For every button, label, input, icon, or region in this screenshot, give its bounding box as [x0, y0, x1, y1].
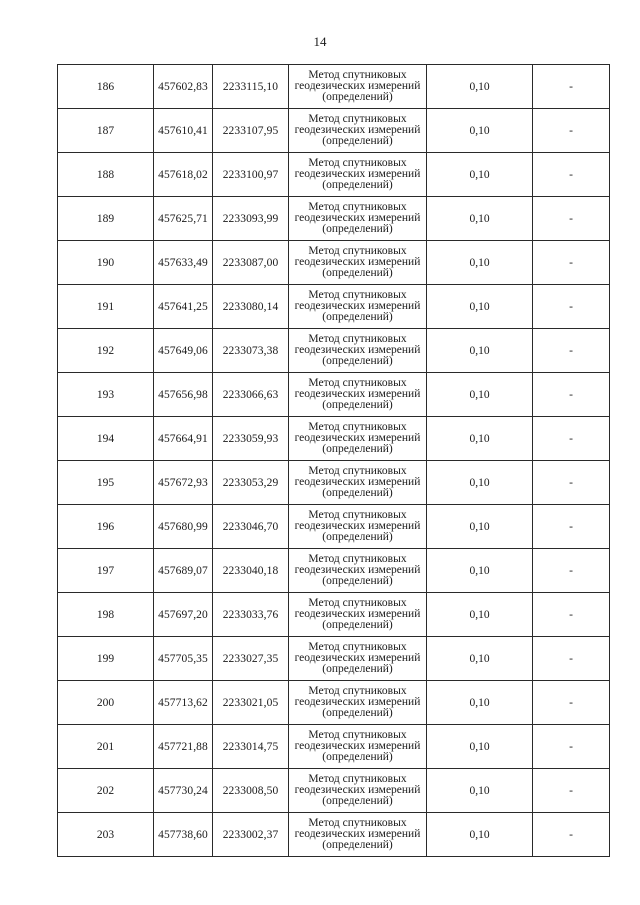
x-coordinate-cell: 457641,25	[154, 285, 213, 329]
y-coordinate-cell: 2233021,05	[213, 681, 289, 725]
note-cell: -	[533, 549, 610, 593]
point-number-cell: 198	[58, 593, 154, 637]
accuracy-cell: 0,10	[427, 725, 533, 769]
y-coordinate-cell: 2233002,37	[213, 813, 289, 857]
table-row	[58, 637, 610, 681]
coordinates-table	[57, 64, 610, 857]
x-coordinate-cell: 457721,88	[154, 725, 213, 769]
method-cell: Метод спутниковых геодезических измерений (определений)	[289, 329, 427, 373]
y-coordinate-cell: 2233087,00	[213, 241, 289, 285]
y-coordinate-cell: 2233115,10	[213, 65, 289, 109]
table-row	[58, 813, 610, 857]
table-row	[58, 65, 610, 109]
point-number-cell: 203	[58, 813, 154, 857]
method-cell: Метод спутниковых геодезических измерений (определений)	[289, 549, 427, 593]
page-number: 14	[313, 34, 327, 49]
note-cell: -	[533, 373, 610, 417]
table-row	[58, 241, 610, 285]
y-coordinate-cell: 2233107,95	[213, 109, 289, 153]
table-row	[58, 109, 610, 153]
x-coordinate-cell: 457633,49	[154, 241, 213, 285]
point-number-cell: 192	[58, 329, 154, 373]
y-coordinate-cell: 2233080,14	[213, 285, 289, 329]
x-coordinate-cell: 457618,02	[154, 153, 213, 197]
table-row	[58, 153, 610, 197]
y-coordinate-cell: 2233033,76	[213, 593, 289, 637]
point-number-cell: 200	[58, 681, 154, 725]
x-coordinate-cell: 457672,93	[154, 461, 213, 505]
y-coordinate-cell: 2233014,75	[213, 725, 289, 769]
x-coordinate-cell: 457738,60	[154, 813, 213, 857]
note-cell: -	[533, 153, 610, 197]
point-number-cell: 202	[58, 769, 154, 813]
method-cell: Метод спутниковых геодезических измерений (определений)	[289, 241, 427, 285]
point-number-cell: 186	[58, 65, 154, 109]
accuracy-cell: 0,10	[427, 769, 533, 813]
x-coordinate-cell: 457713,62	[154, 681, 213, 725]
accuracy-cell: 0,10	[427, 461, 533, 505]
table-row	[58, 593, 610, 637]
table-row	[58, 725, 610, 769]
point-number-cell: 190	[58, 241, 154, 285]
method-cell: Метод спутниковых геодезических измерений (определений)	[289, 373, 427, 417]
table-row	[58, 373, 610, 417]
note-cell: -	[533, 109, 610, 153]
x-coordinate-cell: 457649,06	[154, 329, 213, 373]
method-cell: Метод спутниковых геодезических измерений (определений)	[289, 65, 427, 109]
note-cell: -	[533, 681, 610, 725]
x-coordinate-cell: 457610,41	[154, 109, 213, 153]
point-number-cell: 194	[58, 417, 154, 461]
note-cell: -	[533, 725, 610, 769]
method-cell: Метод спутниковых геодезических измерений (определений)	[289, 725, 427, 769]
note-cell: -	[533, 813, 610, 857]
point-number-cell: 195	[58, 461, 154, 505]
x-coordinate-cell: 457730,24	[154, 769, 213, 813]
method-cell: Метод спутниковых геодезических измерений (определений)	[289, 681, 427, 725]
x-coordinate-cell: 457705,35	[154, 637, 213, 681]
point-number-cell: 188	[58, 153, 154, 197]
point-number-cell: 197	[58, 549, 154, 593]
accuracy-cell: 0,10	[427, 329, 533, 373]
x-coordinate-cell: 457664,91	[154, 417, 213, 461]
y-coordinate-cell: 2233093,99	[213, 197, 289, 241]
method-cell: Метод спутниковых геодезических измерений (определений)	[289, 285, 427, 329]
accuracy-cell: 0,10	[427, 65, 533, 109]
y-coordinate-cell: 2233053,29	[213, 461, 289, 505]
note-cell: -	[533, 417, 610, 461]
accuracy-cell: 0,10	[427, 593, 533, 637]
note-cell: -	[533, 505, 610, 549]
method-cell: Метод спутниковых геодезических измерений (определений)	[289, 461, 427, 505]
method-cell: Метод спутниковых геодезических измерений (определений)	[289, 593, 427, 637]
y-coordinate-cell: 2233008,50	[213, 769, 289, 813]
accuracy-cell: 0,10	[427, 197, 533, 241]
point-number-cell: 196	[58, 505, 154, 549]
table-row	[58, 329, 610, 373]
x-coordinate-cell: 457625,71	[154, 197, 213, 241]
x-coordinate-cell: 457697,20	[154, 593, 213, 637]
x-coordinate-cell: 457602,83	[154, 65, 213, 109]
note-cell: -	[533, 241, 610, 285]
note-cell: -	[533, 461, 610, 505]
accuracy-cell: 0,10	[427, 813, 533, 857]
y-coordinate-cell: 2233073,38	[213, 329, 289, 373]
accuracy-cell: 0,10	[427, 417, 533, 461]
y-coordinate-cell: 2233040,18	[213, 549, 289, 593]
method-cell: Метод спутниковых геодезических измерений (определений)	[289, 417, 427, 461]
note-cell: -	[533, 65, 610, 109]
accuracy-cell: 0,10	[427, 681, 533, 725]
y-coordinate-cell: 2233066,63	[213, 373, 289, 417]
accuracy-cell: 0,10	[427, 241, 533, 285]
accuracy-cell: 0,10	[427, 373, 533, 417]
point-number-cell: 189	[58, 197, 154, 241]
x-coordinate-cell: 457689,07	[154, 549, 213, 593]
table-row	[58, 197, 610, 241]
table-row	[58, 769, 610, 813]
y-coordinate-cell: 2233027,35	[213, 637, 289, 681]
table-row	[58, 549, 610, 593]
point-number-cell: 193	[58, 373, 154, 417]
method-cell: Метод спутниковых геодезических измерений (определений)	[289, 505, 427, 549]
point-number-cell: 187	[58, 109, 154, 153]
x-coordinate-cell: 457656,98	[154, 373, 213, 417]
accuracy-cell: 0,10	[427, 285, 533, 329]
table-row	[58, 681, 610, 725]
x-coordinate-cell: 457680,99	[154, 505, 213, 549]
note-cell: -	[533, 329, 610, 373]
table-row	[58, 505, 610, 549]
accuracy-cell: 0,10	[427, 109, 533, 153]
note-cell: -	[533, 593, 610, 637]
point-number-cell: 201	[58, 725, 154, 769]
y-coordinate-cell: 2233100,97	[213, 153, 289, 197]
y-coordinate-cell: 2233046,70	[213, 505, 289, 549]
accuracy-cell: 0,10	[427, 505, 533, 549]
coordinates-table-body	[58, 65, 610, 857]
table-row	[58, 461, 610, 505]
method-cell: Метод спутниковых геодезических измерений (определений)	[289, 637, 427, 681]
point-number-cell: 199	[58, 637, 154, 681]
note-cell: -	[533, 197, 610, 241]
y-coordinate-cell: 2233059,93	[213, 417, 289, 461]
table-row	[58, 285, 610, 329]
note-cell: -	[533, 637, 610, 681]
method-cell: Метод спутниковых геодезических измерений (определений)	[289, 197, 427, 241]
method-cell: Метод спутниковых геодезических измерений (определений)	[289, 153, 427, 197]
accuracy-cell: 0,10	[427, 549, 533, 593]
method-cell: Метод спутниковых геодезических измерений (определений)	[289, 769, 427, 813]
note-cell: -	[533, 285, 610, 329]
note-cell: -	[533, 769, 610, 813]
method-cell: Метод спутниковых геодезических измерений (определений)	[289, 109, 427, 153]
table-row	[58, 417, 610, 461]
accuracy-cell: 0,10	[427, 637, 533, 681]
method-cell: Метод спутниковых геодезических измерений (определений)	[289, 813, 427, 857]
accuracy-cell: 0,10	[427, 153, 533, 197]
point-number-cell: 191	[58, 285, 154, 329]
